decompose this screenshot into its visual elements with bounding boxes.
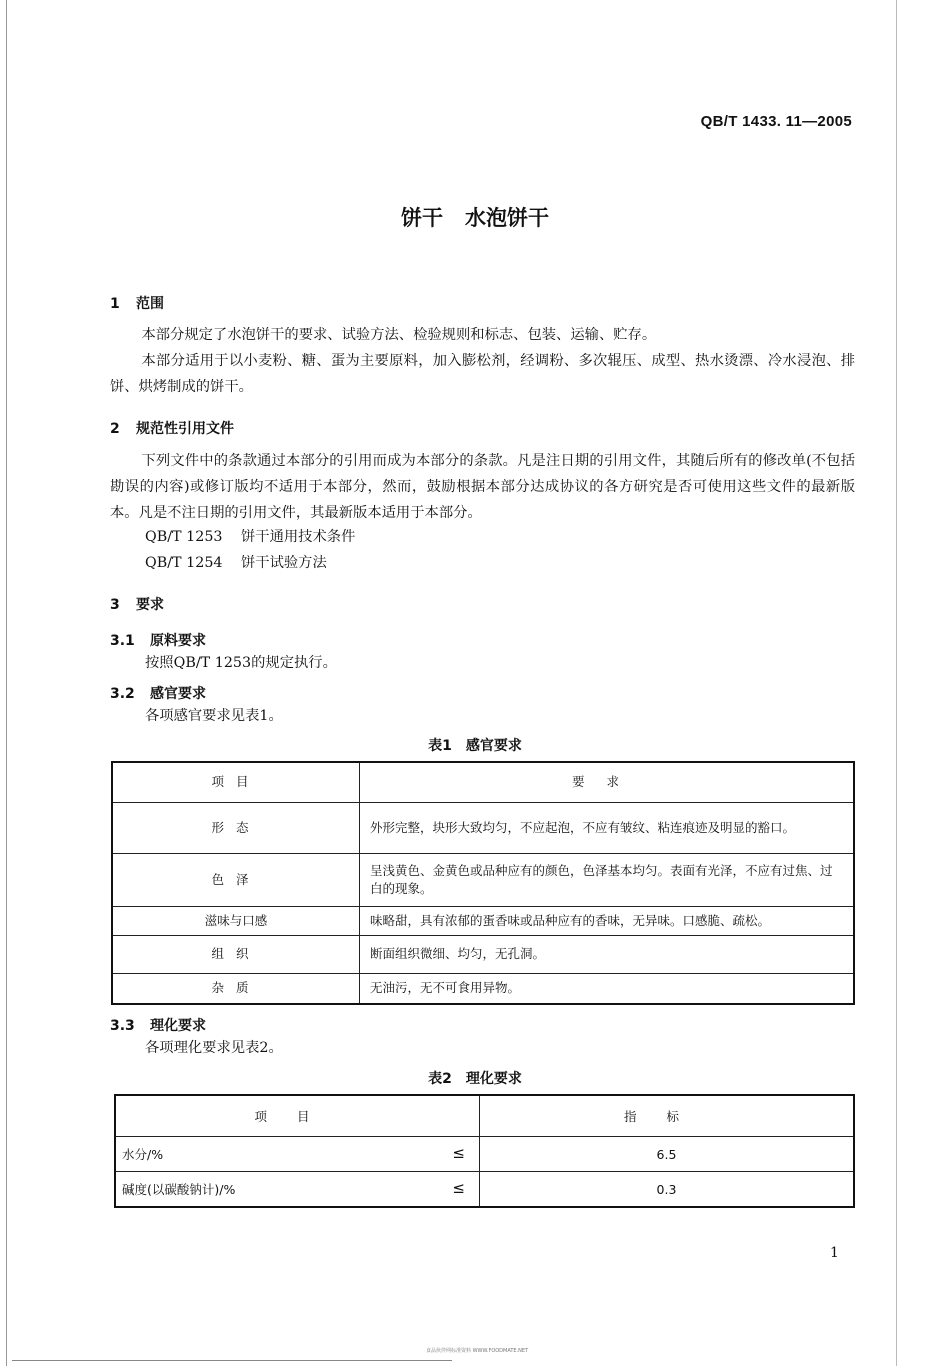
column-header-item: 项目 [115,1095,480,1137]
section-1-heading [110,293,164,313]
less-equal-sign: ≤ [452,1179,465,1197]
table-row [112,906,854,935]
subsection-title: 理化要求 [150,1018,206,1034]
section-3-heading [110,594,164,614]
table-row [115,1172,854,1208]
section-title: 范围 [136,296,164,312]
physicochemical-requirements-table [114,1094,855,1208]
row-value: 6.5 [480,1137,855,1172]
table-1-caption: 表1 感官要求 [428,738,522,754]
row-item: 杂质 [112,973,360,1004]
title-part-1: 饼干 [401,206,443,230]
row-item: 色泽 [112,853,360,906]
reference-name: 饼干试验方法 [241,555,327,571]
row-requirement: 断面组织微细、均匀，无孔洞。 [360,935,855,973]
subsection-3-3-text: 各项理化要求见表2。 [145,1040,283,1056]
row-requirement: 无油污，无不可食用异物。 [360,973,855,1004]
table-2-caption: 表2 理化要求 [428,1071,522,1087]
section-2-heading [110,418,234,438]
subsection-3-2-text: 各项感官要求见表1。 [145,708,283,724]
sensory-requirements-table [111,761,855,1005]
subsection-3-3-heading [110,1015,206,1035]
scan-edge-line [896,0,897,1366]
standard-code: QB/T 1433. 11—2005 [700,113,852,130]
section-number: 1 [110,296,120,312]
page-number: 1 [830,1245,839,1261]
subsection-title: 感官要求 [150,686,206,702]
table-header-row [115,1095,854,1137]
section-number: 3 [110,597,120,613]
row-item: 形态 [112,802,360,853]
section-1-paragraph-2: 本部分适用于以小麦粉、糖、蛋为主要原料，加入膨松剂，经调粉、多次辊压、成型、热水烫漂、冷水浸泡、排饼、烘烤制成的饼干。 [110,353,855,395]
row-item: 组织 [112,935,360,973]
row-item: 碱度(以碳酸钠计)/% [122,1182,236,1197]
scan-edge-line [12,1360,452,1361]
row-item: 水分/% [122,1147,164,1162]
reference-item [145,550,327,576]
column-header-requirement: 要求 [360,762,855,802]
table-header-row [112,762,854,802]
table-row [112,802,854,853]
title-part-2: 水泡饼干 [465,206,549,230]
row-item-cell [115,1172,480,1208]
row-requirement: 呈浅黄色、金黄色或品种应有的颜色，色泽基本均匀。表面有光泽，不应有过焦、过白的现象。 [360,853,855,906]
column-header-item: 项目 [112,762,360,802]
reference-item [145,524,355,550]
footer-watermark-text: 食品伙伴网标准资料 WWW.FOODMATE.NET [426,1348,529,1354]
subsection-title: 原料要求 [150,633,206,649]
reference-code: QB/T 1253 [145,529,223,545]
table-row [112,973,854,1004]
subsection-number: 3.1 [110,633,135,649]
row-requirement: 味略甜，具有浓郁的蛋香味或品种应有的香味，无异味。口感脆、疏松。 [360,906,855,935]
table-row [112,935,854,973]
column-header-index: 指标 [480,1095,855,1137]
section-title: 要求 [136,597,164,613]
subsection-3-1-heading [110,630,206,650]
reference-code: QB/T 1254 [145,555,223,571]
subsection-number: 3.3 [110,1018,135,1034]
section-1-paragraph-1: 本部分规定了水泡饼干的要求、试验方法、检验规则和标志、包装、运输、贮存。 [141,327,657,343]
reference-name: 饼干通用技术条件 [241,529,356,545]
scan-edge-line [6,0,7,1366]
row-item: 滋味与口感 [112,906,360,935]
document-title [0,202,950,232]
subsection-number: 3.2 [110,686,135,702]
table-row [112,853,854,906]
section-number: 2 [110,421,120,437]
less-equal-sign: ≤ [452,1144,465,1162]
section-title: 规范性引用文件 [136,421,234,437]
row-item-cell [115,1137,480,1172]
row-requirement: 外形完整，块形大致均匀，不应起泡，不应有皱纹、粘连痕迹及明显的豁口。 [360,802,855,853]
subsection-3-2-heading [110,683,206,703]
subsection-3-1-text: 按照QB/T 1253的规定执行。 [145,655,337,671]
section-2-paragraph: 下列文件中的条款通过本部分的引用而成为本部分的条款。凡是注日期的引用文件，其随后所有的修改单(不包括勘误的内容)或修订版均不适用于本部分，然而，鼓励根据本部分达成协议的各方研究是否可使用这些文件的最新版本。凡是不注日期的引用文件，其最新版本适用于本部分。 [110,453,855,521]
table-row [115,1137,854,1172]
row-value: 0.3 [480,1172,855,1208]
